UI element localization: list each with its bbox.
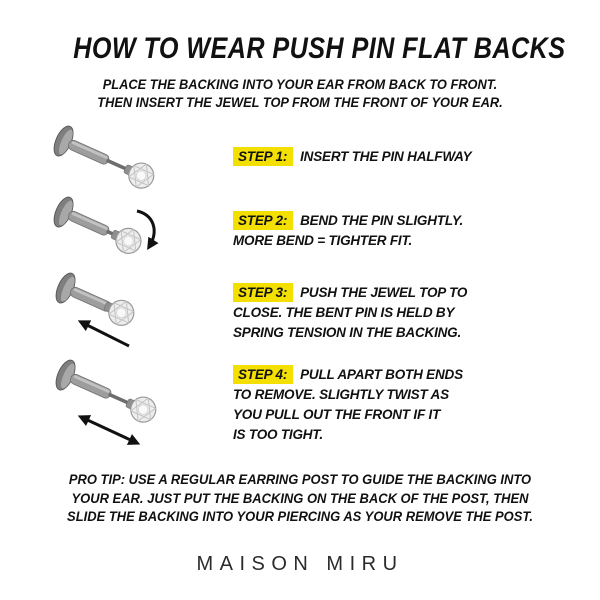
pull-apart-double-arrow-icon	[81, 417, 137, 443]
step-4-line-1: PULL APART BOTH ENDS	[300, 367, 463, 382]
step-2-illustration-cell	[30, 195, 215, 267]
jewel-top	[122, 391, 160, 426]
page-title: HOW TO WEAR PUSH PIN FLAT BACKS	[73, 32, 566, 65]
steps-list	[30, 122, 570, 454]
jewel-top	[100, 294, 138, 329]
step-3-illustration-cell	[30, 270, 215, 356]
step-row-4	[30, 359, 570, 451]
step-1-illustration-cell	[30, 122, 215, 192]
step-3-text	[215, 283, 501, 343]
step-4-label: STEP 4:	[233, 365, 293, 384]
earring-backing	[52, 270, 117, 322]
brand-logo: MAISON MIRU	[196, 552, 404, 575]
pro-tip-line-2: YOUR EAR. JUST PUT THE BACKING ON THE BACK OF THE POST, THEN	[71, 490, 529, 506]
step-4-line-2: TO REMOVE. SLIGHTLY TWIST AS	[233, 387, 449, 402]
step-3-label: STEP 3:	[233, 283, 293, 302]
earring-pin-halfway-icon	[35, 122, 210, 192]
intro-text	[44, 76, 557, 112]
intro-line-2: THEN INSERT THE JEWEL TOP FROM THE FRONT OF YOUR EAR.	[97, 95, 503, 110]
earring-bend-pin-icon	[35, 195, 210, 267]
step-2-text	[215, 211, 501, 251]
pro-tip-line-1: PRO TIP: USE A REGULAR EARRING POST TO GUIDE THE BACKING INTO	[68, 472, 532, 487]
step-2-line-2: MORE BEND = TIGHTER FIT.	[233, 233, 413, 248]
step-row-1	[30, 122, 570, 192]
intro-line-1: PLACE THE BACKING INTO YOUR EAR FROM BACK TO FRONT.	[102, 77, 498, 92]
earring-pull-apart-icon	[35, 359, 210, 451]
step-3-line-1: PUSH THE JEWEL TOP TO	[300, 285, 468, 300]
step-3-line-3: SPRING TENSION IN THE BACKING.	[233, 325, 462, 340]
earring-backing	[52, 359, 117, 410]
jewel-top	[120, 157, 158, 192]
jewel-top	[107, 222, 145, 257]
step-4-line-3: YOU PULL OUT THE FRONT IF IT	[233, 407, 441, 422]
step-1-text	[215, 147, 501, 167]
step-4-line-4: IS TOO TIGHT.	[233, 427, 323, 442]
pro-tip-line-3: SLIDE THE BACKING INTO YOUR PIERCING AS YOUR REMOVE THE POST.	[67, 509, 533, 524]
earring-backing	[50, 123, 115, 175]
step-2-label: STEP 2:	[233, 211, 293, 230]
step-4-illustration-cell	[30, 359, 215, 451]
step-1-label: STEP 1:	[233, 147, 293, 166]
earring-closed-icon	[35, 270, 210, 356]
pro-tip	[41, 471, 559, 527]
step-4-text	[215, 365, 501, 445]
earring-backing	[50, 195, 115, 247]
step-row-3	[30, 270, 570, 356]
step-2-line-1: BEND THE PIN SLIGHTLY.	[300, 213, 463, 228]
step-1-line-1: INSERT THE PIN HALFWAY	[300, 149, 472, 164]
step-3-line-2: CLOSE. THE BENT PIN IS HELD BY	[233, 305, 455, 320]
step-row-2	[30, 195, 570, 267]
